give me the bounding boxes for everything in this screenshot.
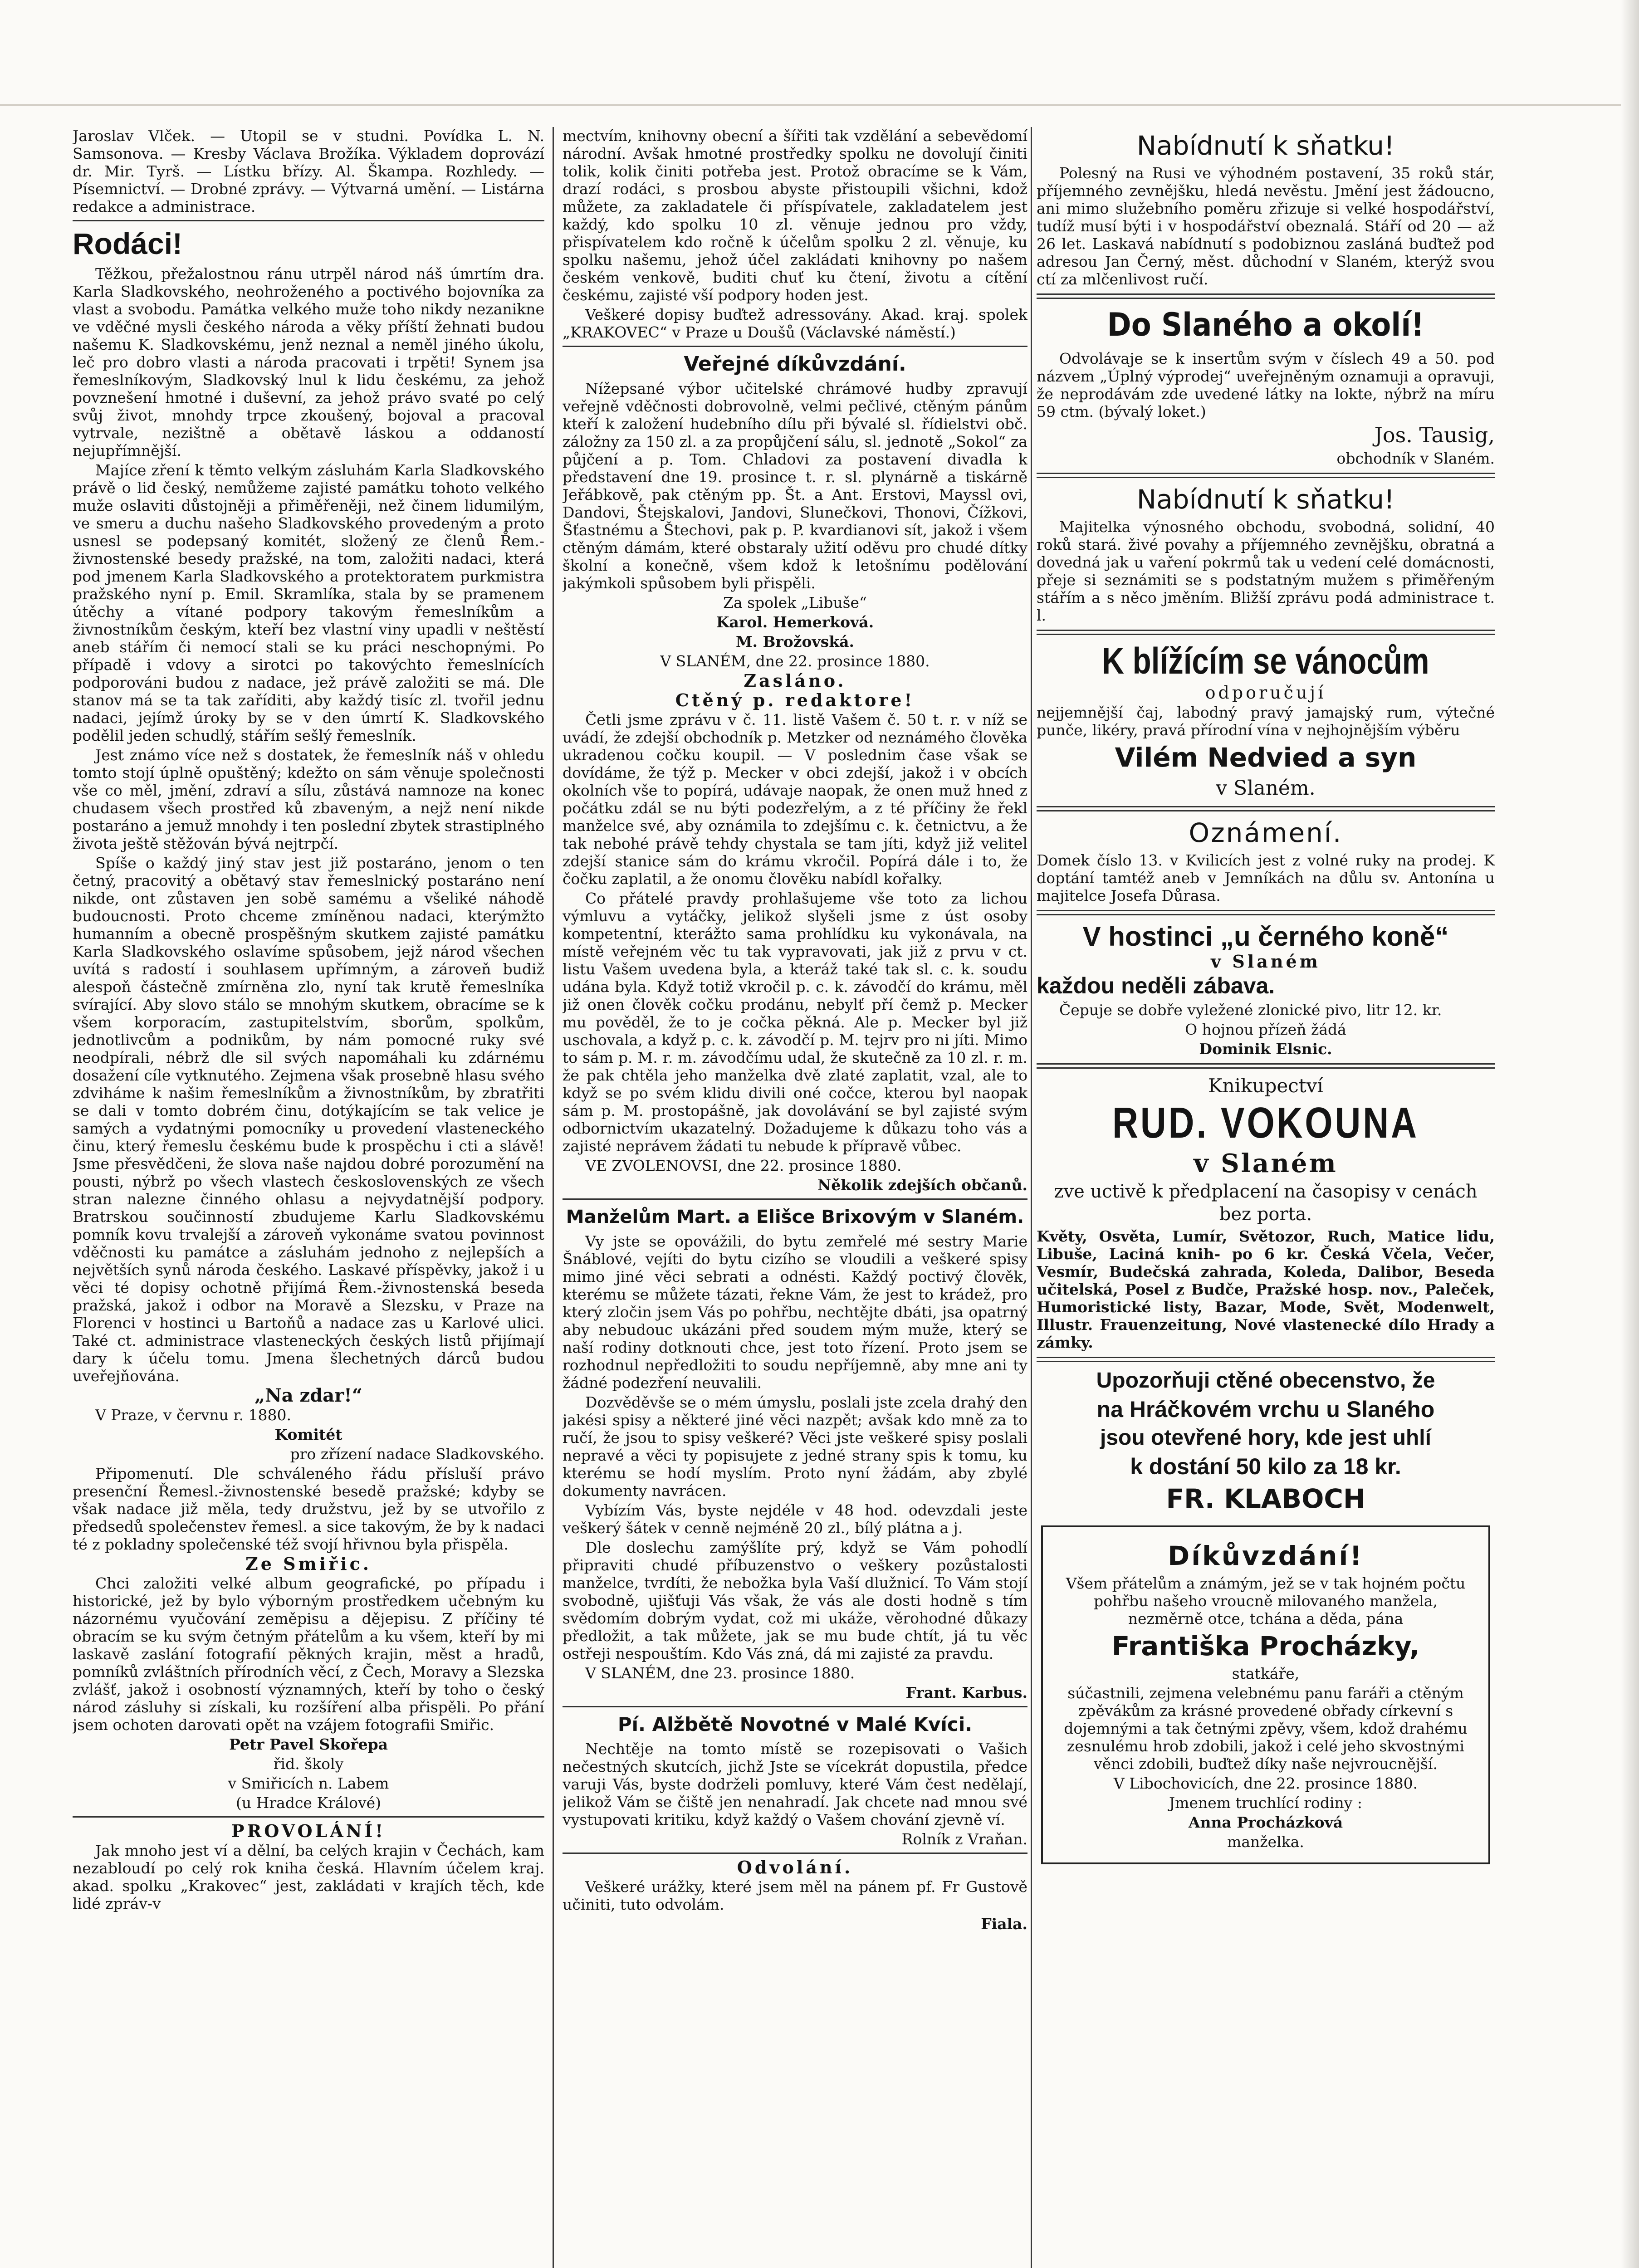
ad8-line: na Hráčkovém vrchu u Slaného bbox=[1096, 1397, 1435, 1422]
ad9-name: Františka Procházky, bbox=[1111, 1631, 1420, 1662]
signature: Fiala. bbox=[981, 1915, 1027, 1933]
divider bbox=[563, 1853, 1027, 1854]
signature-name: Petr Pavel Skořepa bbox=[229, 1735, 388, 1753]
ad8-line: Upozorňuji ctěné obecenstvo, že bbox=[1096, 1369, 1435, 1393]
ad4-text: nejjemnější čaj, labodný pravý jamajský rum, výtečné punče, likéry, pravá přírodní vína v nejhojnějším výběru bbox=[1037, 704, 1495, 739]
ad9-text2: súčastnili, zejmena velebnému panu faráři a ctěným zpěvákům za krásné provedené obřady církevní s dojemnými a tak četnými zpěvy, všem, kdož drahému zesnulému hrob zdobili, jakož i celé jeho skvostnými věnci zdobili, buďtež díky naše nejvroucnější. bbox=[1064, 1684, 1468, 1773]
divider bbox=[563, 1706, 1027, 1707]
signature: Karol. Hemerková. bbox=[716, 613, 874, 631]
divider bbox=[73, 220, 544, 221]
signature: M. Brožovská. bbox=[735, 633, 855, 650]
zaslano-heading: Zasláno. bbox=[744, 670, 846, 691]
divider bbox=[1037, 473, 1495, 478]
ad6-place: v Slaném bbox=[1211, 951, 1321, 972]
page-top-margin bbox=[0, 0, 1639, 106]
article-paragraph: Nechtěje na tomto místě se rozepisovati o Vašich nečestných skutcích, jichž Jste se vícekrát dopustila, předce varuji Vás, byste dodrželi pomluvy, které Vám čest nedělají, jelikož Vám se čiště jen nenahradí. Jak chcete nad mnou své vystupovati kritiku, když každý o Vašem chování zjevně ví. bbox=[563, 1740, 1027, 1828]
ad3-title: Nabídnutí k sňatku! bbox=[1136, 484, 1395, 515]
smiric-text: Chci založiti velké album geografické, po případu i historické, jež by bylo výborným prostředkem učebným ku názornému vyučování zeměpisu a dějepisu. Z příčiny té obracím se ku svým četným přátelům a ku všem, kteří by mi laskavě zaslání fotografií pěkných krajin, měst a hradů, pomníků zvláštních přírodních věcí, z Čech, Moravy a Slezska zvlášť, jakož i osobností významných, kteří by toho o český národ zásluhy si získali, ku rozšíření alba přispěli. Po přání jsem ochoten darovati opět na vzájem fotografii Smiřic. bbox=[73, 1574, 544, 1734]
na-zdar: „Na zdar!“ bbox=[254, 1385, 362, 1406]
ad6-sub: každou neděli zábava. bbox=[1037, 973, 1275, 998]
article-paragraph: Vybízím Vás, byste nejdéle v 48 hod. odevzdali jeste veškerý šátek v cenně nejméně 20 zl., bílý plátna a j. bbox=[563, 1501, 1027, 1537]
divider bbox=[563, 1198, 1027, 1200]
dikuvzdani-heading: Veřejné díkůvzdání. bbox=[684, 352, 906, 376]
article-paragraph: Nížepsané výbor učitelské chrámové hudby zpravují veřejně vděčnosti dobrovolně, velmi pečlivé, ctěným pánům kteří k založení hudebního dílu při bývalé sl. řídielstvi obč. záložny za 150 zl. a za propůjčení sálu, sl. jednotě „Sokol“ za půjčení a p. Tom. Chladovi za postavení divadla k představení dne 19. prosince t. r. sl. plynárně a tiskárně Jeřábkově, pak ctěným pp. Št. a Ant. Erstovi, Mayssl ovi, Dandovi, Štejskalovi, Jandovi, Slunečkovi, Thonovi, Čížkovi, Šťastnému a Štechovi, pak p. P. kvardianovi sít, jakož i všem ctěným dámám, které obstaraly užití oděvu pro chudé dítky školní a konečně, všem kdož k letošnímu podělování jakýmkoli spůsobem byli přispěli. bbox=[563, 380, 1027, 592]
place-date: V SLANÉM, dne 23. prosince 1880. bbox=[585, 1664, 855, 1682]
ad9-sign-pre: Jmenem truchlící rodiny : bbox=[1169, 1794, 1363, 1812]
article-paragraph: Dozvěděvše se o mém úmyslu, poslali jste zcela drahý den jakési spisy a některé jiné věci nazpět; avšak kdo mně za to ručí, že jsou to spisy veškeré? Věci jste veškeré spisy poslali nepravé a věci ty popisujete z jedné strany spis k tomu, ku kterému se hodí myslím. Proto nyní žádám, aby zbylé dokumenty navrácen. bbox=[563, 1393, 1027, 1500]
ad2-sub: obchodník v Slaném. bbox=[1336, 450, 1495, 467]
ad9-role: statkáře, bbox=[1232, 1665, 1300, 1682]
ad7-head: Knikupectví bbox=[1208, 1075, 1323, 1097]
novotne-heading: Pí. Alžbětě Novotné v Malé Kvíci. bbox=[617, 1713, 973, 1735]
divider bbox=[1037, 806, 1495, 811]
smiric-heading: Ze Smiřic. bbox=[245, 1554, 372, 1574]
column-1 bbox=[73, 127, 544, 2268]
ad3-text: Majitelka výnosného obchodu, svobodná, solidní, 40 roků stará. živé povahy a příjemného zevnějšku, obratná a dovedná jak u vaření pokrmů tak u vedení celé domácnosti, přeje si seznámiti se s podstatným mužem s přiměřeným stářím a s něco jměním. Bližší zprávu podá administrace t. l. bbox=[1037, 518, 1495, 624]
article-paragraph: Dle doslechu zamýšlíte prý, když se Vám pohodlí připraviti chudé příbuzenstvo o veškery pozůstalosti manželce, tvrdíti, že nebožka byla Vaší dlužnicí. To Vám stojí svobodně, ujišťuji Vás však, že vás ale dosti hodně s tím svědomím dobrým vydat, což mi ukáže, věrohodné důkazy předložit, a tak můžete, jak se mu bude chtít, já tu věc ostřeji nespouštím. Kdo Vás zná, dá mi zajisté za pravdu. bbox=[563, 1539, 1027, 1662]
ad2-signature: Jos. Tausig, bbox=[1374, 423, 1495, 447]
place-date: V SLANÉM, dne 22. prosince 1880. bbox=[660, 652, 930, 670]
article-paragraph: mectvím, knihovny obecní a šířiti tak vzdělání a sebevědomí národní. Avšak hmotné prostředky spolku ne dovolují činiti tolik, kolik činiti potřeba jest. Protož obracíme se k Vám, drazí rodáci, s prosbou abyste přistoupili všichni, kdož můžete, za zakladatele či příspívatele, zakladatelem jest každý, kdo spolku 10 zl. věnuje jednou pro vždy, přispívatelem kdo ročně k účelům spolku 2 zl. věnuje, ku spolku našemu, jehož účel zakládati knihovny po našem českém venkově, buditi chuť ku čtení, životu a cítění českému, zajisté vší podpory hoden jest. bbox=[563, 127, 1027, 304]
page-edge bbox=[1621, 0, 1639, 2268]
contents-list: Jaroslav Vlček. — Utopil se v studni. Povídka L. N. Samsonova. — Kresby Václava Brožíka. Výkladem doprovází dr. Mir. Tyrš. — Lístku břízy. Al. Škampa. Rozhledy. — Písemnictví. — Drobné zprávy. — Výtvarná umění. — Listárna redakce a administrace. bbox=[73, 127, 544, 215]
brixovym-heading: Manželům Mart. a Elišce Brixovým v Slaném. bbox=[566, 1207, 1024, 1227]
divider bbox=[1037, 630, 1495, 635]
ad8-line: k dostání 50 kilo za 18 kr. bbox=[1130, 1454, 1401, 1479]
ad4-recommend: odporučují bbox=[1205, 683, 1326, 703]
article-paragraph: Veškeré dopisy buďtež adressovány. Akad. kraj. spolek „KRAKOVEC“ v Praze u Doušů (Václavské náměstí.) bbox=[563, 306, 1027, 341]
ad9-box bbox=[1041, 1525, 1490, 1864]
divider bbox=[1037, 910, 1495, 915]
signature: Rolník z Vraňan. bbox=[901, 1830, 1027, 1848]
ad9-date: V Libochovicích, dne 22. prosince 1880. bbox=[1113, 1774, 1418, 1792]
signature-line: v Smiřicích n. Labem bbox=[228, 1774, 389, 1792]
pripomenuti: Připomenutí. Dle schváleného řádu přísluší právo presenční Řemesl.-živnostenské besedě pražské; kdyby se však nadace již měla, tedy družstvu, jež by se utvořilo z předsedů společenstev řemesl. a sice takovým, že by k nadaci té z pokladny společenské též svojí hřivnou byla přispěla. bbox=[73, 1465, 544, 1553]
article-heading-rodaci: Rodáci! bbox=[73, 227, 183, 260]
ad4-place: v Slaném. bbox=[1216, 777, 1316, 800]
komitet-signature: Komitét bbox=[274, 1426, 342, 1443]
ad8-line: jsou otevřené hory, kde jest uhlí bbox=[1100, 1426, 1431, 1450]
column-2 bbox=[563, 127, 1027, 2268]
ad2-text: Odvolávaje se k insertům svým v číslech 49 a 50. pod názvem „Úplný výprodej“ uveřejněným oznamuji a opravuji, že neprodávám zde uvedené látky na lokte, nýbrž na míru 59 ctm. (bývalý loket.) bbox=[1037, 350, 1495, 420]
ad5-text: Domek číslo 13. v Kvilicích jest z volné ruky na prodej. K doptání tamtéž aneb v Jemníkách na důlu sv. Antonína u majitelce Josefa Důrasa. bbox=[1037, 851, 1495, 904]
divider bbox=[1037, 293, 1495, 299]
ad7-list: Květy, Osvěta, Lumír, Světozor, Ruch, Matice lidu, Libuše, Laciná knih- po 6 kr. Česká Včela, Večer, Vesmír, Budečská zahrada, Koleda, Dalibor, Beseda učitelská, Posel z Budče, Pražské hosp. nov., Paleček, Humoristické listy, Bazar, Mode, Svět, Modenwelt, Illustr. Frauenzeitung, Nové vlastenecké dílo Hrady a zámky. bbox=[1037, 1227, 1495, 1351]
redaktor-salutation: Ctěný p. redaktore! bbox=[675, 690, 915, 710]
place-date: V Praze, v červnu r. 1880. bbox=[95, 1406, 292, 1424]
divider bbox=[563, 346, 1027, 347]
article-paragraph: Četli jsme zprávu v č. 11. listě Vašem č. 50 t. r. v níž se uvádí, že zdejší obchodník p. Metzker od neznámého člověka ukradenou cočku koupil. — V poslednim čase však se dovídáme, že týž p. Mecker v obci zdejší, jakož i v obcích okolních vše to popírá, udávaje naopak, že onen muž hned z počátku zdál se nu býti podezřelým, a z té příčiny že řekl manželce své, aby oznámila to zdejšímu c. k. četnictvu, a že tak nebohé právě tehdy chystala se tam jíti, když již velitel zdejší stanice sám do krámu vkročil. Popírá dále i to, že čočku zaplatil, a že onomu člověku nabídl kořalky. bbox=[563, 711, 1027, 888]
column-rule bbox=[553, 127, 554, 2268]
provolani-heading: PROVOLÁNÍ! bbox=[231, 1821, 386, 1841]
place-date: VE ZVOLENOVSI, dne 22. prosince 1880. bbox=[585, 1157, 902, 1174]
ad1-title: Nabídnutí k sňatku! bbox=[1136, 130, 1395, 161]
article-paragraph: Těžkou, přežalostnou ránu utrpěl národ náš úmrtím dra. Karla Sladkovského, neohroženého a poctivého bojovníka za vlast a svobodu. Památka velkého muže toho nikdy nezanikne ve vděčné mysli českého národa a věky příští žehnati budou našemu K. Sladkovskému, jenž neznal a neměl jiného úkolu, leč pro dobro vlasti a národa pracovati i trpěti! Synem jsa řemeslníkovým, Sladkovský lnul k lidu českému, za jehož povznešení hmotné i duševní, za jehož právo svaté po celý svůj život, mnohdy trpce zkoušený, bojoval a pracoval vytrvale, nezištně a obětavě láskou a oddaností nejupřímnější. bbox=[73, 265, 544, 459]
article-paragraph: Jest známo více než s dostatek, že řemeslník náš v ohledu tomto stojí úplně opuštěný; kdežto on sám věnuje společnosti vše co měl, jmění, zdraví a sílu, zůstává namnoze na konec chudasem všech prostřed ků zbaveným, a nejž není nikde postaráno a jemuž mnohdy i ten poslední zbytek strastiplného života ještě stěžován bývá nejtrpčí. bbox=[73, 746, 544, 852]
ad7-text: zve uctivě k předplacení na časopisy v cenách bez porta. bbox=[1054, 1181, 1478, 1225]
ad6-signature: Dominik Elsnic. bbox=[1199, 1040, 1332, 1058]
article-paragraph: Vy jste se opovážili, do bytu zemřelé mé sestry Marie Šnáblové, vejíti do bytu cizího se vloudili a veškeré spisy mimo jiné věci sebrati a odnésti. Každý poctivý člověk, kterému se můžete tázati, řekne Vám, že jest to krádež, pro který zločin jsem Vás po pohřbu, nechtějte dbáti, jsa opatrný aby nebudouc ukázáni před soudem mým muže, který se naší rodiny dotknouti chce, jest toto řízení. Proto jsem se rozhodnul nepředložiti to soudu nepříjemně, aby mne ani ty žádné podezření neuvalili. bbox=[563, 1232, 1027, 1392]
ad6-invite: O hojnou přízeň žádá bbox=[1185, 1021, 1346, 1038]
ad9-sign: Anna Procházková bbox=[1188, 1813, 1343, 1831]
ad7-firm: RUD. VOKOUNA bbox=[1112, 1099, 1419, 1147]
signature-line: (u Hradce Králové) bbox=[235, 1794, 382, 1812]
ad2-title: Do Slaného a okolí! bbox=[1107, 307, 1424, 344]
signature: Frant. Karbus. bbox=[905, 1684, 1027, 1701]
ad4-title: K blížícím se vánocům bbox=[1102, 640, 1429, 682]
ad6-title: V hostinci „u černého koně“ bbox=[1082, 921, 1449, 952]
ad9-sign-sub: manželka. bbox=[1227, 1833, 1304, 1851]
komitet-subtitle: pro zřízení nadace Sladkovského. bbox=[290, 1445, 544, 1463]
ad1-text: Polesný na Rusi ve výhodném postavení, 35 roků stár, příjemného zevnějšku, hledá nevěstu. Jmění jest žádoucno, ani mimo služebního poměru zřizuje si velké hospodářství, tudíž musí býti i v hospodářství obeznalá. Stáří od 20 — až 26 let. Laskavá nabídnutí s podobiznou zasláná buďtež pod adresou Jan Černý, měst. důchodní v Slaném, kterýž svou ctí za mlčenlivost ručí. bbox=[1037, 164, 1495, 288]
odvolani-heading: Odvolání. bbox=[737, 1857, 853, 1877]
divider bbox=[1037, 1357, 1495, 1362]
ad9-text: Všem přátelům a známým, jež se v tak hojném počtu pohřbu našeho vroucně milovaného manžela, nezměrně otce, tchána a děda, pána bbox=[1066, 1574, 1466, 1628]
ad5-title: Oznámení. bbox=[1189, 817, 1343, 848]
ad8-signature: FR. KLABOCH bbox=[1166, 1483, 1365, 1514]
provolani-text: Jak mnoho jest ví a dělní, ba celých krajin v Čechách, kam nezabloudí po celý rok kniha česká. Hlavním účelem kraj. akad. spolku „Krakovec“ jest, zakládati v krajích těch, kde lidé zpráv-v bbox=[73, 1842, 544, 1912]
column-3-ads bbox=[1037, 127, 1495, 2268]
article-paragraph: Co přátelé pravdy prohlašujeme vše toto za lichou výmluvu a vytáčky, jelikož slyšeli jsme z úst osoby kompetentní, kterážto sama prohlídku ku vykonávala, na místě veřejném věc tu tak vypravovati, jak již z prvu v ct. listu Vašem uvedena byla, a kteráž také tak sl. c. k. soudu udána byla. Když totiž vkročil p. c. k. závodčí do krámu, měl již onen člověk cočku prodánu, nebylť pří čemž p. Mecker mu pověděl, že to je cočka pěkná. Ale p. Mecker byl již uschovala, a když p. c. k. závodčí p. M. tejrv pro ni jíti. Mimo to sám p. M. r. m. závodčímu udal, že skutečně za 10 zl. r. m. že pak chtěla jeho manželka dvě zlaté zaplatit, vzal, ale to když se po svém klidu divili oné cočce, kterou byl naopak sám p. M. prostopášně, jak dovolávání se byl zajisté svým odbornictvím ukazatelný. Dožadujeme k důkazu toho vás a zajisté neprávem žádati tu nebude k přípravě vůbec. bbox=[563, 890, 1027, 1155]
ad4-firm: Vilém Nedvied a syn bbox=[1115, 742, 1417, 773]
ad7-place: v Slaném bbox=[1194, 1149, 1338, 1178]
article-paragraph: Spíše o každý jiný stav jest již postaráno, jenom o ten četný, pracovitý a obětavý stav řemeslnický postaráno není nikde, ont zůstaven jen sobě samému a všeliké náhodě budoucnosti. Proto chceme zmíněnou nadaci, kterýmžto humanním a obecně prospěšným skutkem zajisté památku Karla Sladkovského oslavíme spůsobem, jejž národ všechen uvítá s radostí i souhlasem upřímným, a zároveň budiž alespoň částečně zmírněna zlo, nyní tak krutě řemeslníka svírající. Aby slovo stálo se mnohým skutkem, obracíme se k všem korporacím, zastupitelstvím, sborům, spolkům, jednotlivcům a podnikům, by nám pomocné ruky své neodpírali, nébrž dle sil svých napomáhali ku zdárnému dosažení cíle vytknutého. Zejmena však prosebně hlasu svého zdviháme k našim řemeslníkům a živnostníkům, by zbratřiti se dali v tomto dobrém činu, dotýkajícím se tak velice je samých a vydatnými pomocníky u provedení vlasteneckého činu, který řemeslu českému bude k prospěchu i cti a slávě! Jsme přesvědčeni, že slova naše najdou dobré porozumění na pousti, nýbrž po všech vlastech československých ze všech stran nalezne činného ohlasu a nejvydatnější podpory. Bratrskou součinností zbudujeme Karlu Sladkovskému pomník kovu trvalejší a zároveň vykonáme svatou povinnost vděčnosti ku památce a zásluhám jednoho z nejlepších a největších synů národa českého. Laskavé příspěvky, jakož i u věci té dopisy ochotně přijímá Řem.-živnostenská beseda pražská, jakož i odbor na Moravě a Slezsku, v Praze na Florenci v hostinci u Bartoňů a nadace zas u Karlové ulici. Také ct. administrace vlasteneckých českých listů přijímají dary k účelu tomu. Jmena šlechetných dárců budou uveřejňována. bbox=[73, 854, 544, 1385]
article-paragraph: Majíce zření k těmto velkým zásluhám Karla Sladkovského právě o lid český, nemůžeme zajisté památku tohoto velkého muže oslaviti důstojněji a přiměřeněji, než činem lidumilým, ve smeru a duchu našeho Sladkovského provedeným a proto usnesl se podepsaný komitét, složený ze členů Řem.-živnostenské besedy pražské, na tom, založiti nadaci, která pod jmenem Karla Sladkovského a protektoratem purkmistra pražského nyní p. Emil. Skramlíka, stala by se pramenem útěchy a vítané podpory takovým řemeslníkům a živnostníkům českým, kteří bez vlastní viny upadli v neštěstí aneb stářím či nemocí stali se ku práci neschopnými. Po případě i vdovy a sirotci po takovýchto řemeslnících podporováni budou z nadace, jež právě založiti se má. Dle stanov má se ta tak zaříditi, aby každý tisíc zl. tvořil jednu nadaci, jejímž úroky by se v den úmrtí K. Sladkovského podělil jeden schudlý, stářím sešlý řemeslník. bbox=[73, 461, 544, 744]
divider bbox=[1037, 1063, 1495, 1069]
spolek-label: Za spolek „Libuše“ bbox=[723, 594, 867, 611]
article-paragraph: Veškeré urážky, které jsem měl na pánem pf. Fr Gustově učiniti, tuto odvolám. bbox=[563, 1878, 1027, 1913]
divider bbox=[73, 1816, 544, 1818]
ad9-title: Díkůvzdání! bbox=[1168, 1540, 1364, 1571]
ad6-text: Čepuje se dobře vyležené zlonické pivo, litr 12. kr. bbox=[1059, 1001, 1442, 1019]
column-rule bbox=[1031, 127, 1032, 2268]
signature: Několik zdejších občanů. bbox=[817, 1176, 1027, 1194]
signature-line: řid. školy bbox=[273, 1755, 344, 1773]
